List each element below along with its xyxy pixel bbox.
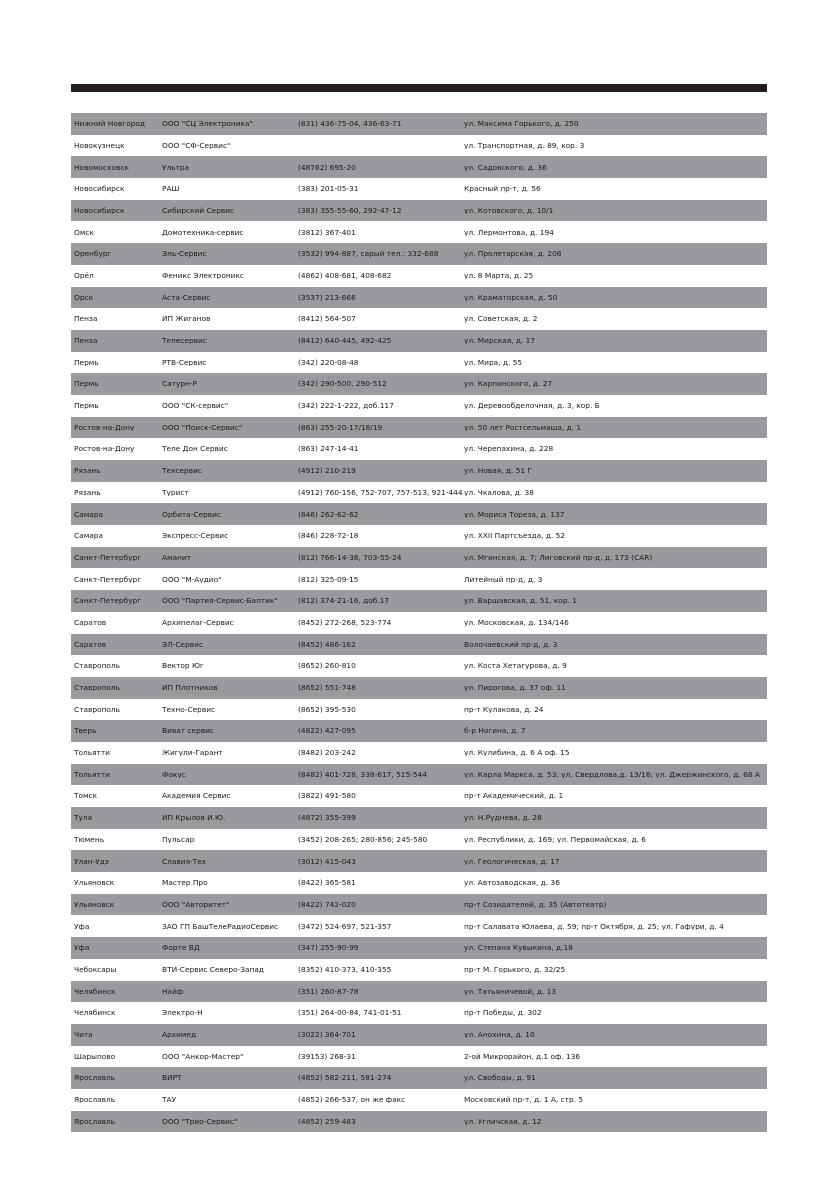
table-row xyxy=(71,178,767,200)
cell-address: ул. Московская, д. 134/146 xyxy=(464,618,569,627)
cell-city: Уфа xyxy=(74,944,90,952)
table-row xyxy=(71,308,767,330)
cell-address: ул. Республики, д. 169; ул. Первомайская, д. 6 xyxy=(464,835,646,844)
cell-organization: Жигули-Гарант xyxy=(162,749,223,757)
cell-address: ул. Котовского, д. 10/1 xyxy=(464,206,554,215)
cell-city: Омск xyxy=(74,228,94,236)
table-row xyxy=(71,872,767,894)
cell-address: пр-т Победы, д. 302 xyxy=(464,1009,542,1017)
cell-phone: (39153) 268-31 xyxy=(298,1052,356,1061)
table-row xyxy=(71,807,767,829)
cell-city: Пермь xyxy=(74,402,99,410)
table-row xyxy=(71,373,767,395)
cell-organization: ИП Крылов И.Ю. xyxy=(162,814,226,822)
cell-phone: (3472) 524-697, 521-357 xyxy=(298,922,392,930)
table-row xyxy=(71,894,767,916)
cell-phone: (8482) 401-728, 338-617, 515-544 xyxy=(298,770,427,779)
table-row xyxy=(71,265,767,287)
cell-organization: ООО "СФ-Сервис" xyxy=(162,141,231,150)
header-bar xyxy=(71,84,767,92)
cell-organization: Сибирский Сервис xyxy=(162,206,235,215)
cell-phone: (831) 436-75-04, 436-63-71 xyxy=(298,120,402,128)
cell-organization: ИП Жиганов xyxy=(162,315,211,323)
cell-address: ул. Чкалова, д. 38 xyxy=(464,488,534,497)
cell-phone: (8422) 365-581 xyxy=(298,879,356,887)
cell-phone: (863) 255-20-17/18/19 xyxy=(298,423,383,432)
table-row xyxy=(71,937,767,959)
table-row xyxy=(71,1024,767,1046)
cell-organization: РТВ-Сервис xyxy=(162,358,207,367)
cell-phone: (8452) 272-268, 523-774 xyxy=(298,618,392,627)
table-row xyxy=(71,915,767,937)
table-row xyxy=(71,482,767,504)
cell-city: Пермь xyxy=(74,380,99,388)
cell-city: Орск xyxy=(74,293,94,302)
cell-address: ул. Автозаводская, д. 36 xyxy=(464,879,560,887)
cell-address: 2-ой Микрорайон, д.1 оф. 136 xyxy=(464,1052,581,1061)
cell-city: Ярославль xyxy=(74,1117,116,1126)
cell-phone: (383) 355-55-60, 292-47-12 xyxy=(298,206,402,215)
table-row xyxy=(71,720,767,742)
cell-address: ул. 8 Марта, д. 25 xyxy=(464,271,534,280)
cell-city: Пенза xyxy=(74,337,98,345)
cell-phone: (351) 264-00-84, 741-01-51 xyxy=(298,1009,402,1017)
cell-address: ул. Мира, д. 55 xyxy=(464,358,523,367)
cell-city: Новокузнецк xyxy=(74,141,125,150)
cell-phone: (3537) 213-666 xyxy=(298,293,356,302)
cell-address: ул. Карпинского, д. 27 xyxy=(464,380,553,388)
cell-city: Оренбург xyxy=(74,250,112,258)
table-row xyxy=(71,742,767,764)
table-row xyxy=(71,1002,767,1024)
cell-organization: ИП Плотников xyxy=(162,684,218,692)
cell-organization: Экспресс-Сервис xyxy=(162,532,229,540)
cell-address: ул. Угличская, д. 12 xyxy=(464,1117,542,1126)
cell-address: ул. Советская, д. 2 xyxy=(464,315,538,323)
cell-organization: Теле Дон Сервис xyxy=(162,445,228,453)
cell-city: Орёл xyxy=(74,271,94,280)
cell-address: пр-т Салавата Юлаева, д. 59; пр-т Октября, д. 25; ул. Гафури, д. 4 xyxy=(464,922,724,930)
cell-phone: (347) 255-90-99 xyxy=(298,944,359,952)
cell-city: Ярославль xyxy=(74,1074,116,1082)
cell-phone: (8422) 742-020 xyxy=(298,900,356,909)
table-row xyxy=(71,655,767,677)
table-row xyxy=(71,568,767,590)
cell-city: Ставрополь xyxy=(74,684,120,692)
cell-organization: Аста-Сервис xyxy=(162,293,211,302)
table-row xyxy=(71,525,767,547)
cell-address: пр-т Академический, д. 1 xyxy=(464,792,564,800)
cell-organization: ООО "Анкор-Мастер" xyxy=(162,1052,244,1061)
cell-city: Тольятти xyxy=(74,749,110,757)
table-row xyxy=(71,200,767,222)
cell-phone: (342) 222-1-222, доб.117 xyxy=(298,402,394,410)
table-row xyxy=(71,287,767,309)
cell-address: ул. Геологическая, д. 17 xyxy=(464,857,560,865)
cell-phone: (812) 325-09-15 xyxy=(298,575,359,583)
cell-phone: (3012) 415-043 xyxy=(298,857,356,865)
cell-city: Рязань xyxy=(74,488,101,497)
cell-city: Ростов-на-Дону xyxy=(74,423,135,432)
cell-phone: (342) 220-08-48 xyxy=(298,358,359,367)
cell-city: Пенза xyxy=(74,315,98,323)
cell-address: ул. Садовского, д. 36 xyxy=(464,163,547,171)
cell-organization: Техно-Сервис xyxy=(162,705,216,714)
table-row xyxy=(71,243,767,265)
table-row xyxy=(71,438,767,460)
cell-organization: ООО "М-Аудио" xyxy=(162,575,222,583)
cell-organization: ООО "СК-сервис" xyxy=(162,402,229,410)
cell-city: Самара xyxy=(74,510,104,518)
cell-address: ул. Пирогова, д. 37 оф. 11 xyxy=(464,684,566,692)
cell-organization: Найф xyxy=(162,987,184,996)
table-row xyxy=(71,699,767,721)
cell-address: ул. Мориса Тореза, д. 137 xyxy=(464,510,565,518)
cell-organization: Орбита-Сервис xyxy=(162,510,221,518)
cell-address: ул. Максима Горького, д. 250 xyxy=(464,120,579,128)
table-row xyxy=(71,330,767,352)
cell-city: Челябинск xyxy=(74,1009,116,1017)
table-row xyxy=(71,850,767,872)
table-row xyxy=(71,417,767,439)
cell-address: ул. XXII Партсъезда, д. 52 xyxy=(464,532,566,540)
cell-address: ул. Лермонтова, д. 194 xyxy=(464,228,554,236)
cell-city: Нижний Новгород xyxy=(74,120,145,128)
cell-phone: (812) 766-14-38, 703-55-24 xyxy=(298,553,402,562)
cell-organization: Эль-Сервис xyxy=(162,250,207,258)
cell-city: Ульяновск xyxy=(74,900,115,909)
cell-city: Пермь xyxy=(74,358,99,367)
cell-organization: Виват сервис xyxy=(162,727,214,735)
cell-phone: (4862) 408-681, 408-682 xyxy=(298,271,392,280)
table-row xyxy=(71,634,767,656)
cell-city: Новосибирск xyxy=(74,206,125,215)
cell-organization: ЭЛ-Сервис xyxy=(162,640,204,649)
cell-address: ул. Краматорская, д. 50 xyxy=(464,293,558,302)
cell-address: ул. Коста Хетагурова, д. 9 xyxy=(464,662,567,670)
cell-address: ул. Новая, д. 51 Г xyxy=(464,467,532,475)
cell-address: ул. Карла Маркса, д. 53; ул. Свердлова,д. 13/16; ул. Джержинского, д. 68 А xyxy=(464,770,760,779)
cell-address: ул. Черепахина, д. 228 xyxy=(464,445,554,453)
cell-address: ул. Н.Руднева, д. 28 xyxy=(464,814,542,822)
cell-organization: Сатурн-Р xyxy=(162,380,198,388)
cell-phone: (8652) 395-530 xyxy=(298,705,356,714)
cell-phone: (4852) 259-483 xyxy=(298,1117,356,1126)
cell-address: ул. Деревообделочная, д. 3, кор. Б xyxy=(464,402,600,410)
table-row xyxy=(71,1046,767,1068)
cell-phone: (4822) 427-095 xyxy=(298,727,356,735)
table-row xyxy=(71,677,767,699)
cell-address: ул. Мгинская, д. 7; Лиговский пр-д, д. 173 (CAR) xyxy=(464,553,653,562)
cell-organization: РАШ xyxy=(162,185,180,193)
cell-organization: Академия Сервис xyxy=(162,792,231,800)
cell-city: Санкт-Петербург xyxy=(74,575,142,583)
table-row xyxy=(71,1111,767,1133)
table-row xyxy=(71,764,767,786)
cell-phone: (8352) 410-373, 410-355 xyxy=(298,965,392,974)
cell-organization: ВИРТ xyxy=(162,1074,182,1082)
cell-city: Ростов-на-Дону xyxy=(74,445,135,453)
cell-city: Саратов xyxy=(74,618,107,627)
cell-city: Чебоксары xyxy=(74,965,117,974)
cell-city: Челябинск xyxy=(74,987,116,996)
cell-city: Тюмень xyxy=(74,835,105,844)
cell-organization: Вектор Юг xyxy=(162,662,204,670)
cell-phone: (3452) 208-265; 280-856; 245-580 xyxy=(298,835,428,844)
cell-address: Красный пр-т, д. 56 xyxy=(464,185,541,193)
cell-organization: Ультра xyxy=(162,163,190,171)
service-center-table xyxy=(71,113,767,1132)
cell-address: ул. Татьяничевой, д. 13 xyxy=(464,987,557,996)
cell-address: Литейный пр-д, д. 3 xyxy=(464,575,543,583)
cell-city: Ставрополь xyxy=(74,662,120,670)
table-row xyxy=(71,1067,767,1089)
cell-phone: (863) 247-14-41 xyxy=(298,445,359,453)
cell-address: б-р Ногина, д. 7 xyxy=(464,727,526,735)
cell-address: ул. Анохина, д. 10 xyxy=(464,1031,535,1039)
cell-city: Томск xyxy=(74,792,98,800)
table-row xyxy=(71,156,767,178)
cell-organization: ООО "Поиск-Сервис" xyxy=(162,423,243,432)
cell-phone: (342) 290-500, 290-512 xyxy=(298,380,387,388)
cell-organization: Турист xyxy=(162,488,189,497)
cell-city: Тверь xyxy=(74,727,97,735)
cell-city: Новосибирск xyxy=(74,185,125,193)
table-row xyxy=(71,547,767,569)
cell-address: Московский пр-т, д. 1 А, стр. 5 xyxy=(464,1096,584,1104)
cell-city: Чита xyxy=(74,1031,93,1039)
cell-phone: (4852) 582-211, 581-274 xyxy=(298,1074,392,1082)
cell-city: Тула xyxy=(74,814,93,822)
cell-phone: (8412) 640-445, 492-425 xyxy=(298,337,392,345)
cell-organization: Домотехника-сервис xyxy=(162,228,244,236)
cell-phone: (8412) 564-507 xyxy=(298,315,356,323)
cell-phone: (383) 201-05-31 xyxy=(298,185,359,193)
cell-phone: (4852) 266-537, он же факс xyxy=(298,1096,406,1104)
cell-address: ул. Кулибина, д. 6 А оф. 15 xyxy=(464,749,570,757)
cell-organization: ООО "СЦ Электроника" xyxy=(162,120,253,128)
cell-address: ул. 50 лет Ростсельмаша, д. 1 xyxy=(464,423,582,432)
cell-phone: (8482) 203-242 xyxy=(298,749,356,757)
table-row xyxy=(71,1089,767,1111)
table-row xyxy=(71,829,767,851)
cell-address: ул. Мирская, д. 17 xyxy=(464,337,536,345)
table-row xyxy=(71,981,767,1003)
cell-city: Ставрополь xyxy=(74,705,120,714)
cell-organization: Техсервис xyxy=(162,467,202,475)
cell-city: Ульяновск xyxy=(74,879,115,887)
cell-organization: ООО "Трио-Сервис" xyxy=(162,1117,238,1126)
cell-city: Новомосковск xyxy=(74,163,129,171)
cell-address: ул. Варшавская, д. 51, кор. 1 xyxy=(464,597,577,605)
cell-organization: Мастер Про xyxy=(162,879,208,887)
cell-organization: Архимед xyxy=(162,1031,197,1039)
table-row xyxy=(71,113,767,135)
cell-city: Санкт-Петербург xyxy=(74,553,142,562)
table-row xyxy=(71,352,767,374)
table-row xyxy=(71,135,767,157)
cell-phone: (846) 262-62-62 xyxy=(298,510,359,518)
cell-phone: (48762) 695-20 xyxy=(298,163,356,171)
cell-phone: (3822) 491-580 xyxy=(298,792,356,800)
cell-organization: ООО "Партия-Сервис-Балтик" xyxy=(162,597,278,605)
cell-city: Тольятти xyxy=(74,770,110,779)
cell-organization: Славия-Тех xyxy=(162,857,207,865)
cell-address: пр-т М. Горького, д. 32/25 xyxy=(464,965,566,974)
table-row xyxy=(71,221,767,243)
cell-phone: (351) 260-87-78 xyxy=(298,987,359,996)
cell-organization: Феникс Электроникс xyxy=(162,271,244,280)
cell-city: Шарыпово xyxy=(74,1052,116,1061)
cell-organization: ООО "Авторитет" xyxy=(162,900,230,909)
cell-phone: (8652) 551-748 xyxy=(298,684,356,692)
cell-address: пр-т Кулакова, д. 24 xyxy=(464,705,544,714)
cell-address: ул. Транспортная, д. 89, кор. 3 xyxy=(464,141,585,150)
cell-organization: ВТИ-Сервис Северо-Запад xyxy=(162,965,264,974)
cell-organization: Пульсар xyxy=(162,835,195,844)
cell-organization: Аманит xyxy=(162,553,192,562)
table-row xyxy=(71,959,767,981)
cell-organization: Фокус xyxy=(162,770,186,779)
table-row xyxy=(71,785,767,807)
cell-phone: (812) 374-21-16, доб.17 xyxy=(298,597,390,605)
cell-phone: (4912) 210-219 xyxy=(298,467,356,475)
cell-city: Улан-Удэ xyxy=(74,857,109,865)
cell-city: Самара xyxy=(74,532,104,540)
table-row xyxy=(71,612,767,634)
cell-city: Санкт-Петербург xyxy=(74,597,142,605)
cell-organization: Форте ВД xyxy=(162,944,200,952)
cell-city: Уфа xyxy=(74,922,90,930)
cell-phone: (4912) 760-156, 752-707, 757-513, 921-444 xyxy=(298,488,463,497)
cell-phone: (4872) 355-399 xyxy=(298,814,356,822)
cell-organization: Телесервис xyxy=(162,337,207,345)
cell-address: ул. Степана Кувыкина, д.18 xyxy=(464,944,573,952)
cell-address: ул. Пролетарская, д. 208 xyxy=(464,250,562,258)
cell-phone: (8452) 486-162 xyxy=(298,640,356,649)
cell-city: Ярославль xyxy=(74,1096,116,1104)
cell-city: Рязань xyxy=(74,467,101,475)
cell-phone: (3022) 364-701 xyxy=(298,1031,356,1039)
cell-organization: ЗАО ГП БашТелеРадиоСервис xyxy=(162,922,279,930)
cell-address: Волочаевский пр-д, д. 3 xyxy=(464,640,558,649)
table-row xyxy=(71,503,767,525)
cell-phone: (8652) 260-810 xyxy=(298,662,356,670)
cell-address: пр-т Созидателей, д. 35 (Автотеатр) xyxy=(464,900,607,909)
cell-organization: Архипелаг-Сервис xyxy=(162,618,234,627)
cell-organization: Электро-Н xyxy=(162,1009,203,1017)
cell-organization: ТАУ xyxy=(162,1096,177,1104)
cell-address: ул. Свободы, д. 91 xyxy=(464,1074,536,1082)
table-row xyxy=(71,590,767,612)
cell-phone: (3532) 994-887, сарый тел.: 332-688 xyxy=(298,250,439,258)
cell-phone: (846) 228-72-18 xyxy=(298,532,359,540)
cell-phone: (3812) 367-401 xyxy=(298,228,356,236)
cell-city: Саратов xyxy=(74,640,107,649)
table-row xyxy=(71,460,767,482)
table-row xyxy=(71,395,767,417)
